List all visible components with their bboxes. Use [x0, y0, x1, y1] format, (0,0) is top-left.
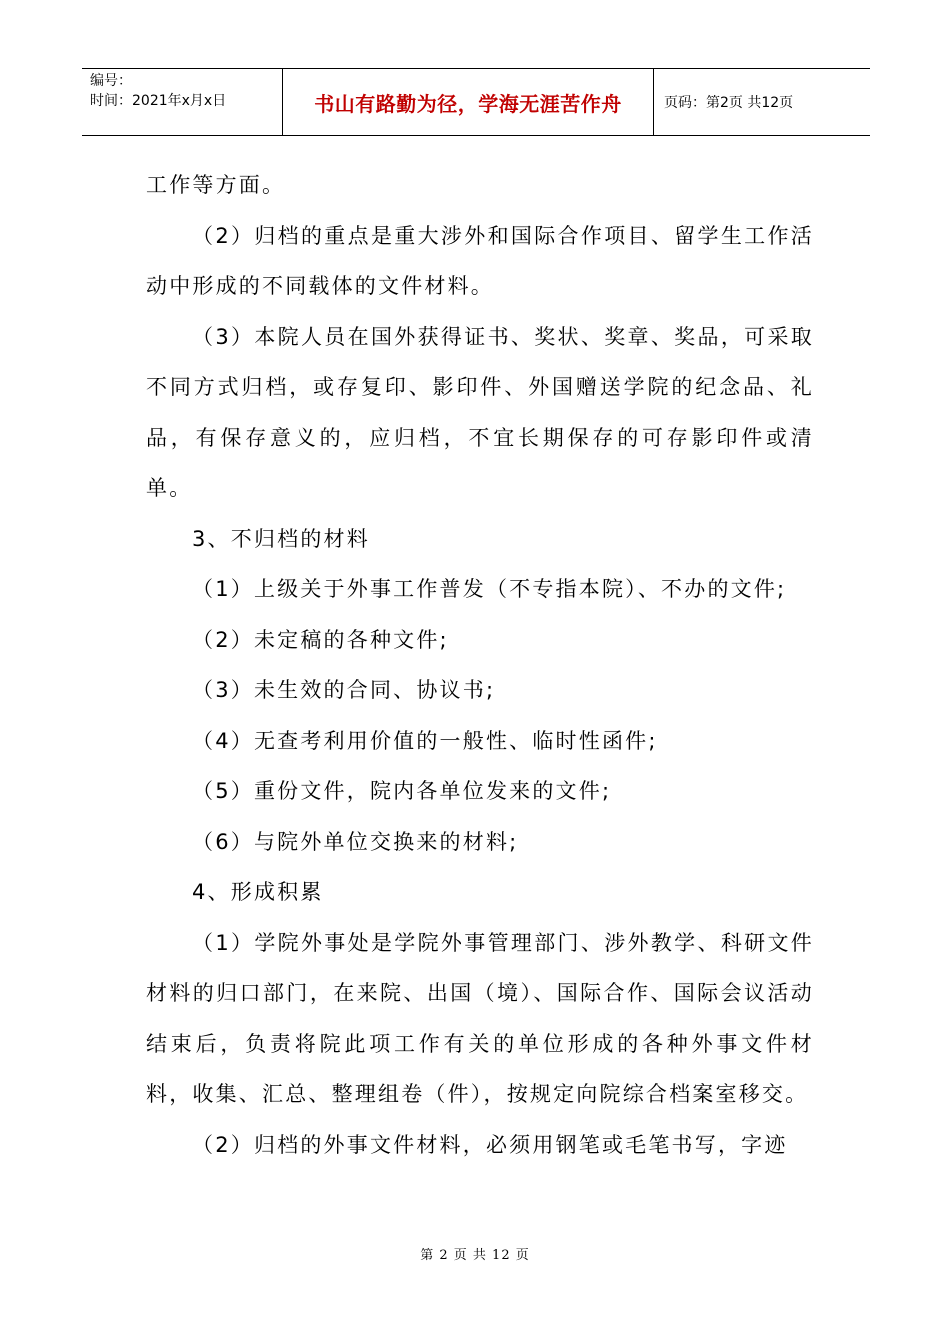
document-time-label: 时间：2021年x月x日 — [90, 93, 227, 109]
header-meta — [82, 69, 283, 135]
paragraph: （2）归档的外事文件材料，必须用钢笔或毛笔书写，字迹 — [192, 1132, 788, 1157]
list-item: （6）与院外单位交换来的材料; — [192, 829, 519, 854]
section-heading: 3、不归档的材料 — [192, 526, 370, 551]
header-motto: 书山有路勤为径，学海无涯苦作舟 — [283, 69, 654, 135]
document-number-label: 编号： — [90, 73, 132, 89]
paragraph: 工作等方面。 — [146, 173, 286, 197]
list-item: （1）上级关于外事工作普发（不专指本院）、不办的文件; — [192, 577, 787, 601]
paragraph: （2）归档的重点是重大涉外和国际合作项目、留学生工作活动中形成的不同载体的文件材料。 — [146, 223, 814, 298]
page-header — [82, 68, 870, 136]
list-item: （4）无查考利用价值的一般性、临时性函件; — [192, 728, 658, 753]
header-page-info: 页码：第2页 共12页 — [664, 95, 794, 111]
list-item: （2）未定稿的各种文件; — [192, 627, 449, 652]
list-item: （5）重份文件，院内各单位发来的文件; — [192, 779, 612, 803]
paragraph: （3）本院人员在国外获得证书、奖状、奖章、奖品，可采取不同方式归档，或存复印、影印件、外国赠送学院的纪念品、礼品，有保存意义的，应归档，不宜长期保存的可存影印件或清单。 — [146, 324, 814, 500]
page-footer: 第 2 页 共 12 页 — [420, 1248, 530, 1263]
section-heading: 4、形成积累 — [192, 880, 324, 904]
list-item: （3）未生效的合同、协议书; — [192, 678, 496, 702]
document-body — [146, 160, 814, 1170]
paragraph: （1）学院外事处是学院外事管理部门、涉外教学、科研文件材料的归口部门，在来院、出国（境）、国际合作、国际会议活动结束后，负责将院此项工作有关的单位形成的各种外事文件材料，收集、汇总、整理组卷（件），按规定向院综合档案室移交。 — [146, 930, 814, 1106]
